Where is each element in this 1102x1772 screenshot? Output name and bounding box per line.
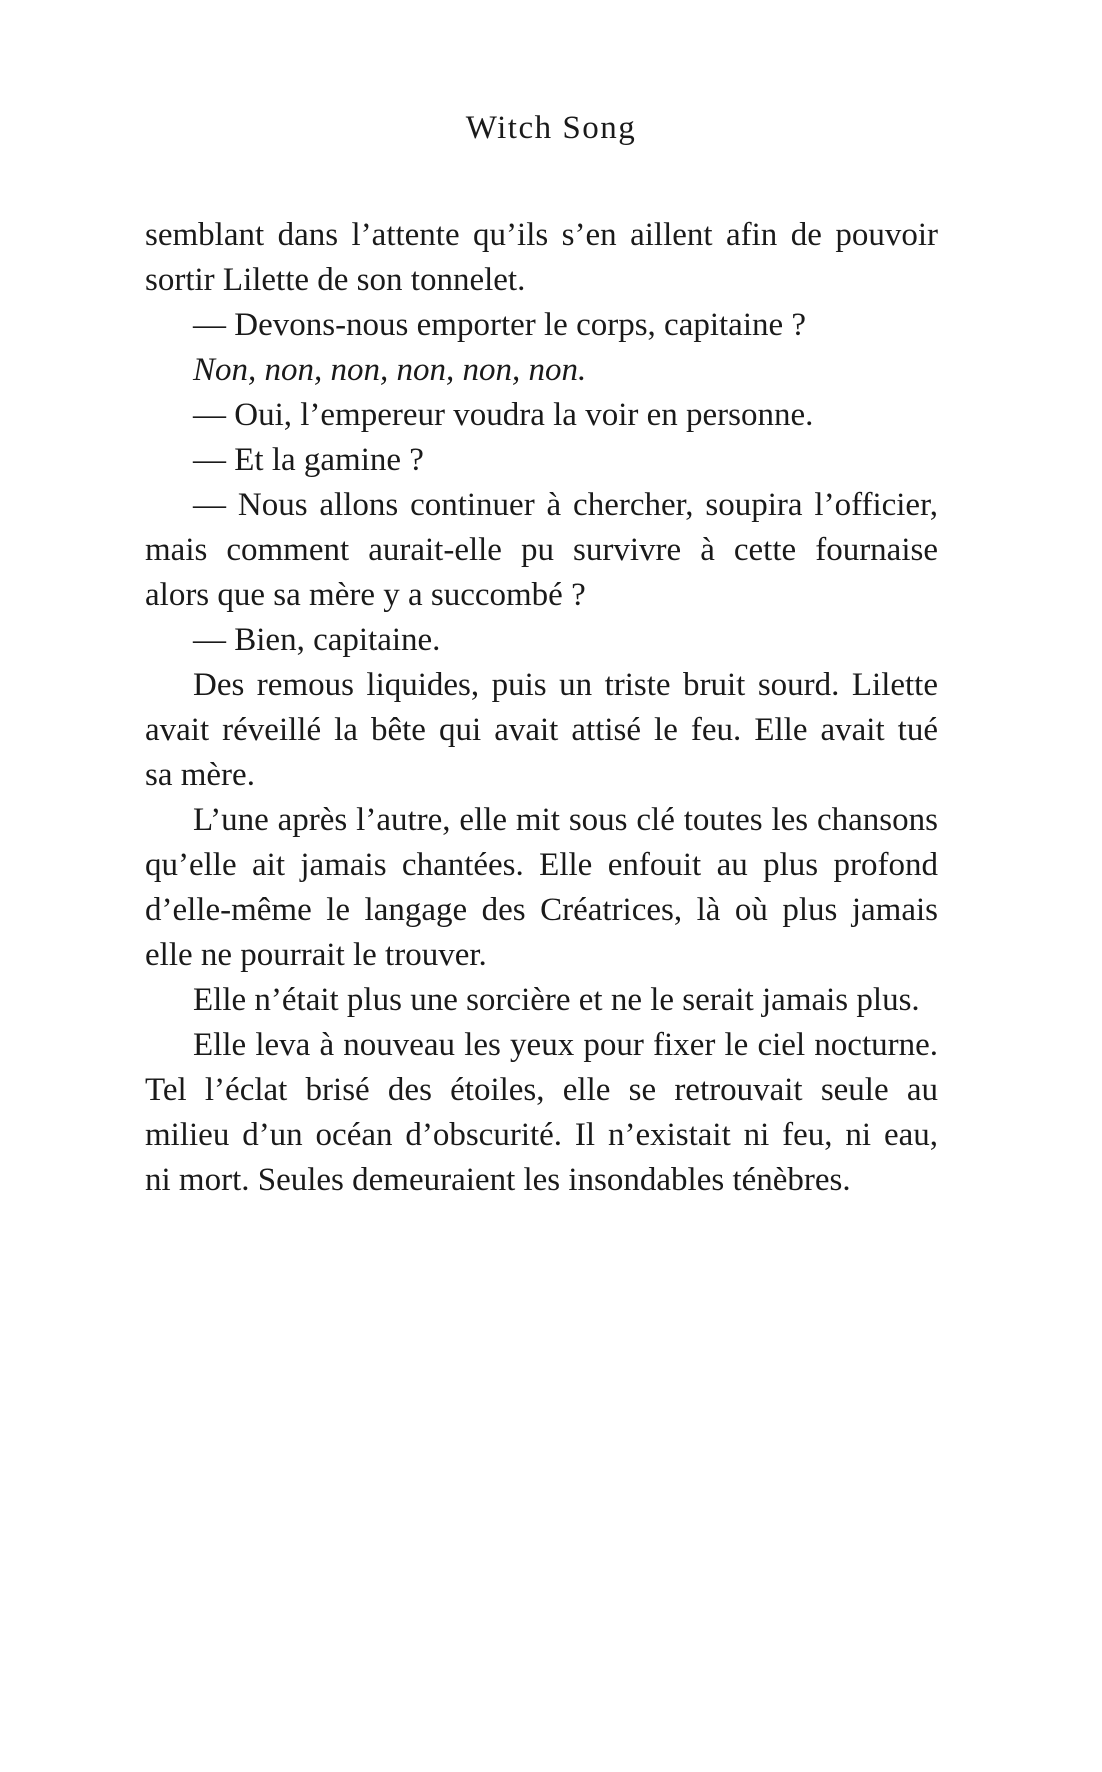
running-head-title: Witch Song <box>465 110 637 146</box>
text-line: Elle n’était plus une sorcière et ne le serait jamais plus. <box>193 982 920 1018</box>
paragraph <box>145 798 938 978</box>
text-line: Non, non, non, non, non, non. <box>193 352 587 388</box>
text-line: — Nous allons continuer à chercher, soupira l’officier, <box>193 487 938 523</box>
text-line: Elle leva à nouveau les yeux pour fixer le ciel nocturne. <box>193 1027 938 1063</box>
text-line: d’elle-même le langage des Créatrices, là où plus jamais <box>145 892 938 928</box>
text-line: mais comment aurait-elle pu survivre à cette fournaise <box>145 532 938 568</box>
dialogue-paragraph <box>145 303 938 348</box>
paragraph <box>145 978 938 1023</box>
text-line: — Devons-nous emporter le corps, capitaine ? <box>193 307 807 343</box>
italic-paragraph <box>145 348 938 393</box>
paragraph <box>145 213 938 303</box>
paragraph <box>145 1023 938 1203</box>
paragraph <box>145 663 938 798</box>
dialogue-paragraph <box>145 393 938 438</box>
text-line: qu’elle ait jamais chantées. Elle enfouit au plus profond <box>145 847 938 883</box>
text-line: sa mère. <box>145 757 255 793</box>
text-line: Des remous liquides, puis un triste bruit sourd. Lilette <box>193 667 938 703</box>
text-line: ni mort. Seules demeuraient les insondables ténèbres. <box>145 1162 851 1198</box>
text-line: — Bien, capitaine. <box>193 622 441 658</box>
text-line: Tel l’éclat brisé des étoiles, elle se retrouvait seule au <box>145 1072 938 1108</box>
text-line: semblant dans l’attente qu’ils s’en aillent afin de pouvoir <box>145 217 938 253</box>
text-line: — Oui, l’empereur voudra la voir en personne. <box>193 397 814 433</box>
text-line: sortir Lilette de son tonnelet. <box>145 262 526 298</box>
text-line: — Et la gamine ? <box>193 442 424 478</box>
text-line: elle ne pourrait le trouver. <box>145 937 487 973</box>
text-line: alors que sa mère y a succombé ? <box>145 577 586 613</box>
body-text <box>145 213 938 1203</box>
text-line: L’une après l’autre, elle mit sous clé toutes les chansons <box>193 802 938 838</box>
dialogue-paragraph <box>145 438 938 483</box>
text-line: milieu d’un océan d’obscurité. Il n’existait ni feu, ni eau, <box>145 1117 938 1153</box>
dialogue-paragraph <box>145 483 938 618</box>
dialogue-paragraph <box>145 618 938 663</box>
text-line: avait réveillé la bête qui avait attisé le feu. Elle avait tué <box>145 712 938 748</box>
